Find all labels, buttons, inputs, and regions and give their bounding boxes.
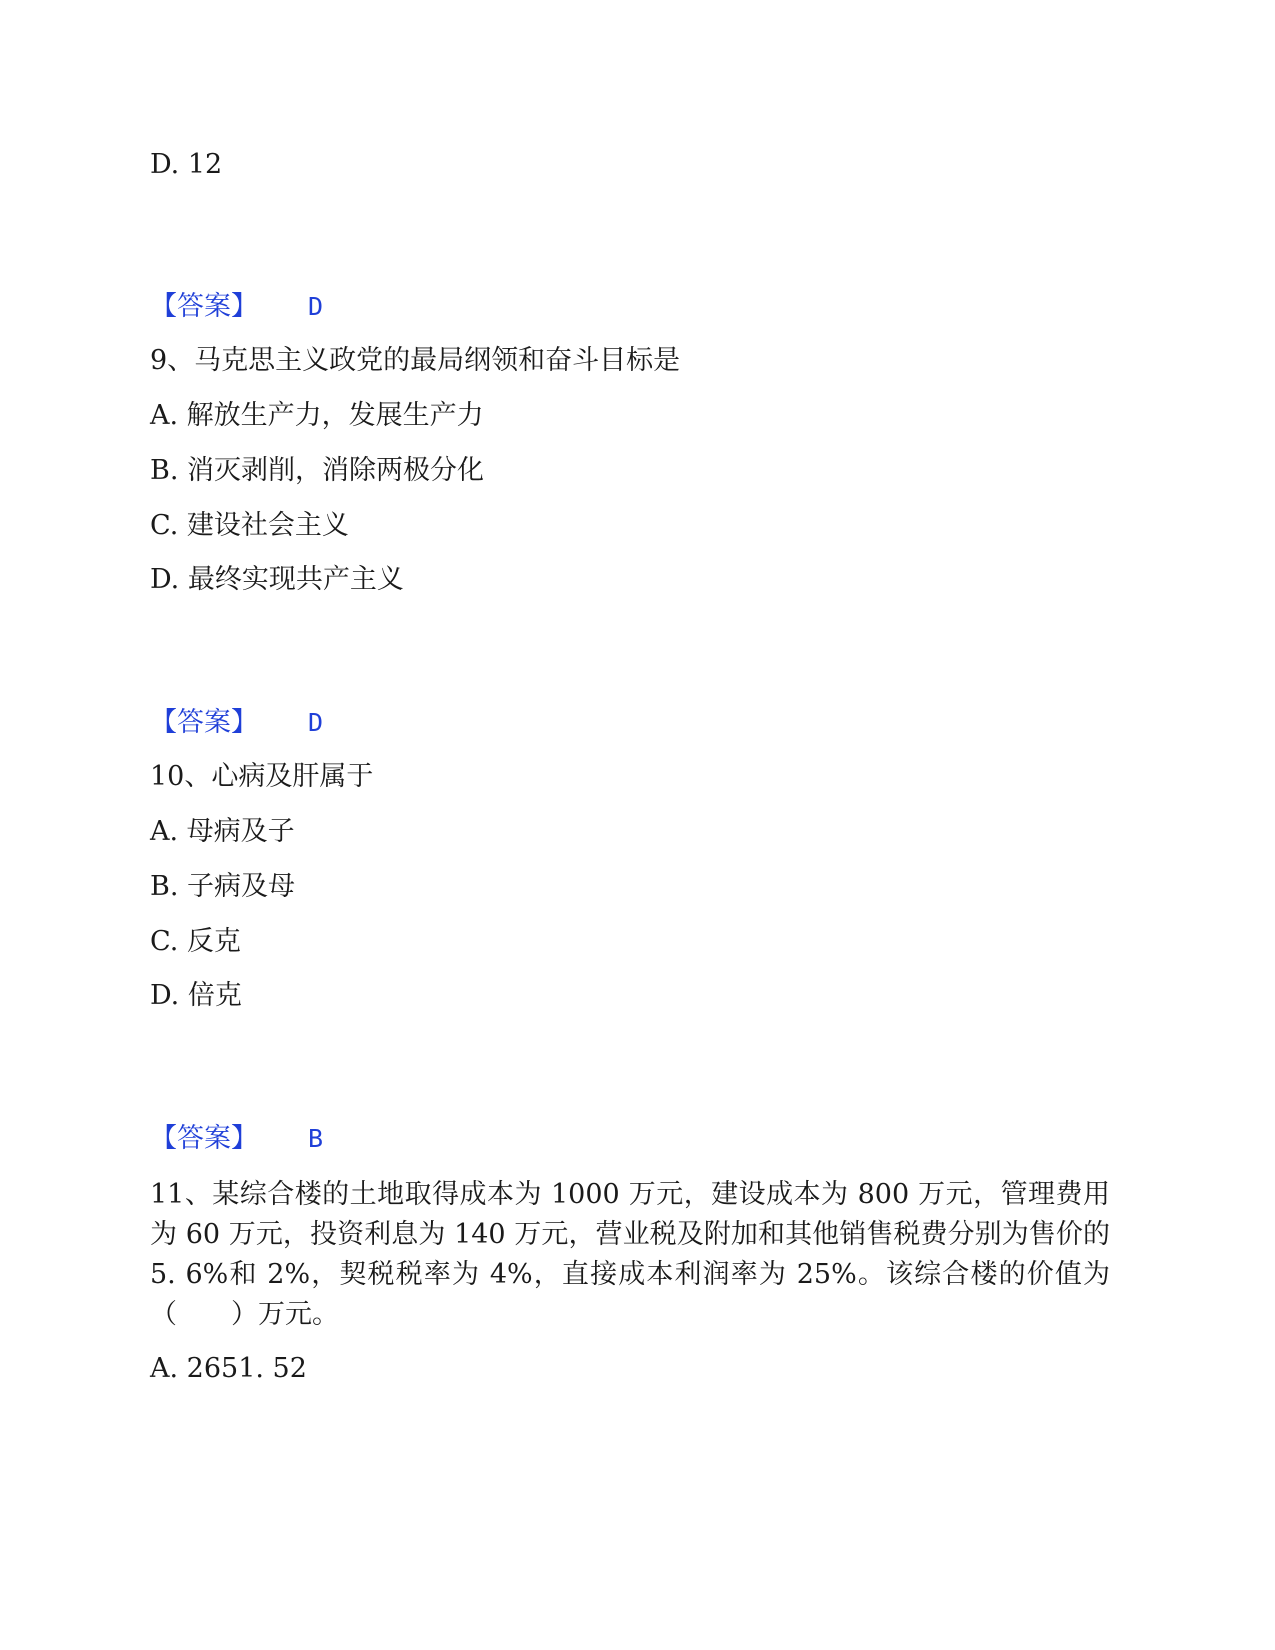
q9-option-b: B. 消灭剥削，消除两极分化 [150, 455, 485, 486]
q9-option-c: C. 建设社会主义 [150, 510, 349, 541]
q9-option-d: D. 最终实现共产主义 [150, 564, 404, 595]
q11-stem: 11、某综合楼的土地取得成本为 1000 万元，建设成本为 800 万元，管理费用为 60 万元，投资利息为 140 万元，营业税及附加和其他销售税费分别为售价的 5. 6%和 2%，契税税率为 4%，直接成本利润率为 25%。该综合楼的价值为（ ）万元。 [150, 1179, 1110, 1330]
answer-tag: 【答案】 [150, 291, 258, 322]
q9-stem: 9、马克思主义政党的最局纲领和奋斗目标是 [150, 345, 681, 376]
q10-option-b: B. 子病及母 [150, 871, 296, 902]
q9-answer [150, 706, 323, 740]
answer-value: D [308, 708, 324, 737]
answer-value: B [308, 1124, 324, 1153]
answer-value: D [308, 292, 324, 321]
q10-option-d: D. 倍克 [150, 980, 242, 1011]
q10-stem: 10、心病及肝属于 [150, 761, 374, 792]
q10-option-a: A. 母病及子 [150, 816, 295, 847]
q8-answer [150, 290, 323, 324]
answer-tag: 【答案】 [150, 707, 258, 738]
q10-answer [150, 1122, 323, 1156]
q9-option-a: A. 解放生产力，发展生产力 [150, 400, 484, 431]
q11-option-a: A. 2651. 52 [150, 1353, 307, 1384]
q10-option-c: C. 反克 [150, 926, 241, 957]
answer-tag: 【答案】 [150, 1123, 258, 1154]
q8-option-d: D. 12 [150, 149, 223, 180]
